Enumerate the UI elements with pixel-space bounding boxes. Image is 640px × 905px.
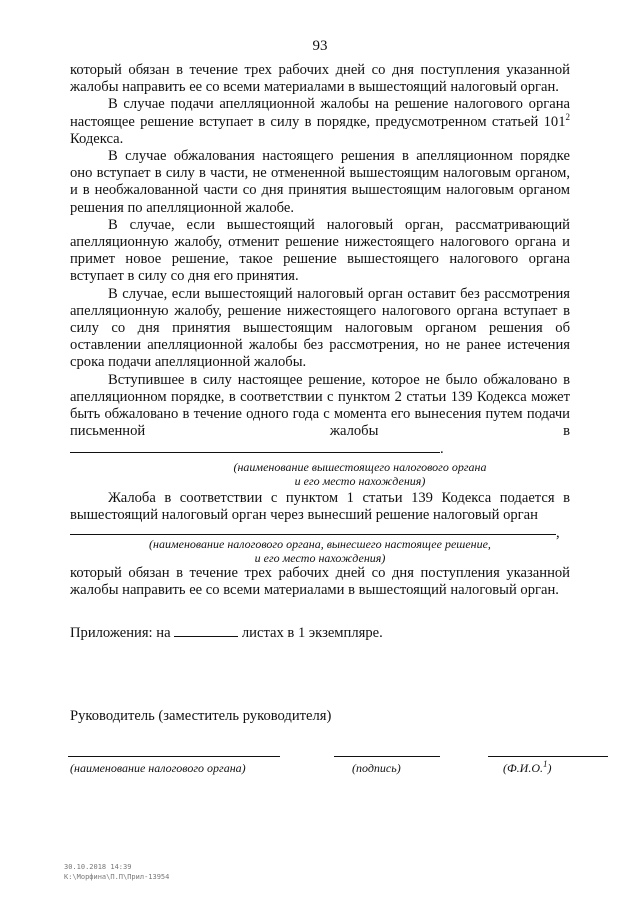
caption-issuing-authority: (наименование налогового органа, вынесшего настоящее решение, и его место нахождения)	[149, 537, 491, 566]
sig-line-sign	[334, 755, 440, 757]
footer-stamp: 30.10.2018 14:39 К:\Морфина\П.П\Прил-13954	[64, 863, 170, 881]
caption-higher-authority: (наименование вышестоящего налогового органа и его место нахождения)	[233, 459, 487, 488]
paragraph-2: В случае подачи апелляционной жалобы на решение налогового органа настоящее решение вступает в силу в порядке, предусмотренном статьей $101^2$ Кодекса.	[70, 96, 570, 147]
sig-line-org	[68, 755, 280, 757]
sig-caption-fio: (Ф.И.О.$^1$)	[503, 759, 552, 775]
footnote-mark: 2	[565, 111, 570, 122]
fill-line-higher-authority	[70, 440, 440, 453]
body-text: который обязан в течение трех рабочих дней со дня поступления указанной жалобы направить ее со всеми материалами в вышестоящий налоговый орган. В случае подачи апелляционной жалобы на решение налогового органа настоящее решение вступает в силу в порядке, предусмотренном статьей $101^2$ Кодекса. В случае обжалования настоящего решения в апелляционном порядке оно вступает в силу в части, не отмененной вышестоящим налоговым органом, и в необжалованной части со дня принятия вышестоящим налоговым органом решения по апелляционной жалобе. В случае, если вышестоящий налоговый орган, рассматривающий апелляционную жалобу, отменит решение нижестоящего налогового органа и примет новое решение, такое решение вышестоящего налогового органа вступает в силу со дня его принятия. В случае, если вышестоящий налоговый орган оставит без рассмотрения апелляционную жалобу, решение нижестоящего налогового органа вступает в силу со дня принятия вышестоящим налоговым органом решения об оставлении апелляционной жалобы без рассмотрения, но не ранее истечения срока подачи апелляционной жалобы. Вступившее в силу настоящее решение, которое не было обжаловано в апелляционном порядке, в соответствии с пунктом 2 статьи 139 Кодекса может быть обжаловано в течение одного года с момента его вынесения путем подачи письменной жалобы в. (наименование вышестоящего налогового органа и его место нахождения) Жалоба в соответствии с пунктом 1 статьи 139 Кодекса подается в вышестоящий налоговый орган через вынесший решение налоговый орган , (наименование налогового органа, вынесшего настоящее решение, и его место нахождения) который обязан в течение трех рабочих дней со дня поступления указанной жалобы направить ее со всеми материалами в вышестоящий налоговый орган.	[70, 62, 570, 599]
paragraph-1: который обязан в течение трех рабочих дней со дня поступления указанной жалобы направить ее со всеми материалами в вышестоящий налоговый орган.	[70, 62, 570, 96]
paragraph-4: В случае, если вышестоящий налоговый орган, рассматривающий апелляционную жалобу, отменит решение нижестоящего налогового органа и примет новое решение, такое решение вышестоящего налогового органа вступает в силу со дня его принятия.	[70, 216, 570, 285]
paragraph-5: В случае, если вышестоящий налоговый орган оставит без рассмотрения апелляционную жалобу, решение нижестоящего налогового органа вступает в силу со дня принятия вышестоящим налоговым органом решения об оставлении апелляционной жалобы без рассмотрения, но не ранее истечения срока подачи апелляционной жалобы.	[70, 285, 570, 371]
fill-line-issuing-authority	[70, 524, 556, 535]
sig-caption-org: (наименование налогового органа)	[70, 761, 246, 775]
paragraph-3: В случае обжалования настоящего решения в апелляционном порядке оно вступает в силу в части, не отмененной вышестоящим налоговым органом, и в необжалованной части со дня принятия вышестоящим налоговым органом решения по апелляционной жалобе.	[70, 148, 570, 216]
paragraph-8: который обязан в течение трех рабочих дней со дня поступления указанной жалобы направить ее со всеми материалами в вышестоящий налоговый орган.	[70, 565, 570, 599]
attachments-line: Приложения: на листах в 1 экземпляре.	[70, 625, 383, 641]
head-title: Руководитель (заместитель руководителя)	[70, 708, 332, 724]
sig-caption-sign: (подпись)	[352, 761, 401, 775]
attachments-count-blank	[174, 624, 238, 637]
paragraph-7: Жалоба в соответствии с пунктом 1 статьи 139 Кодекса подается в вышестоящий налоговый орган через вынесший решение налоговый орган	[70, 489, 570, 523]
page-number: 93	[312, 38, 328, 54]
sig-line-fio	[488, 755, 608, 757]
paragraph-6: Вступившее в силу настоящее решение, которое не было обжаловано в апелляционном порядке, в соответствии с пунктом 2 статьи 139 Кодекса может быть обжаловано в течение одного года с момента его вынесения путем подачи письменной жалобы в.	[70, 371, 570, 458]
